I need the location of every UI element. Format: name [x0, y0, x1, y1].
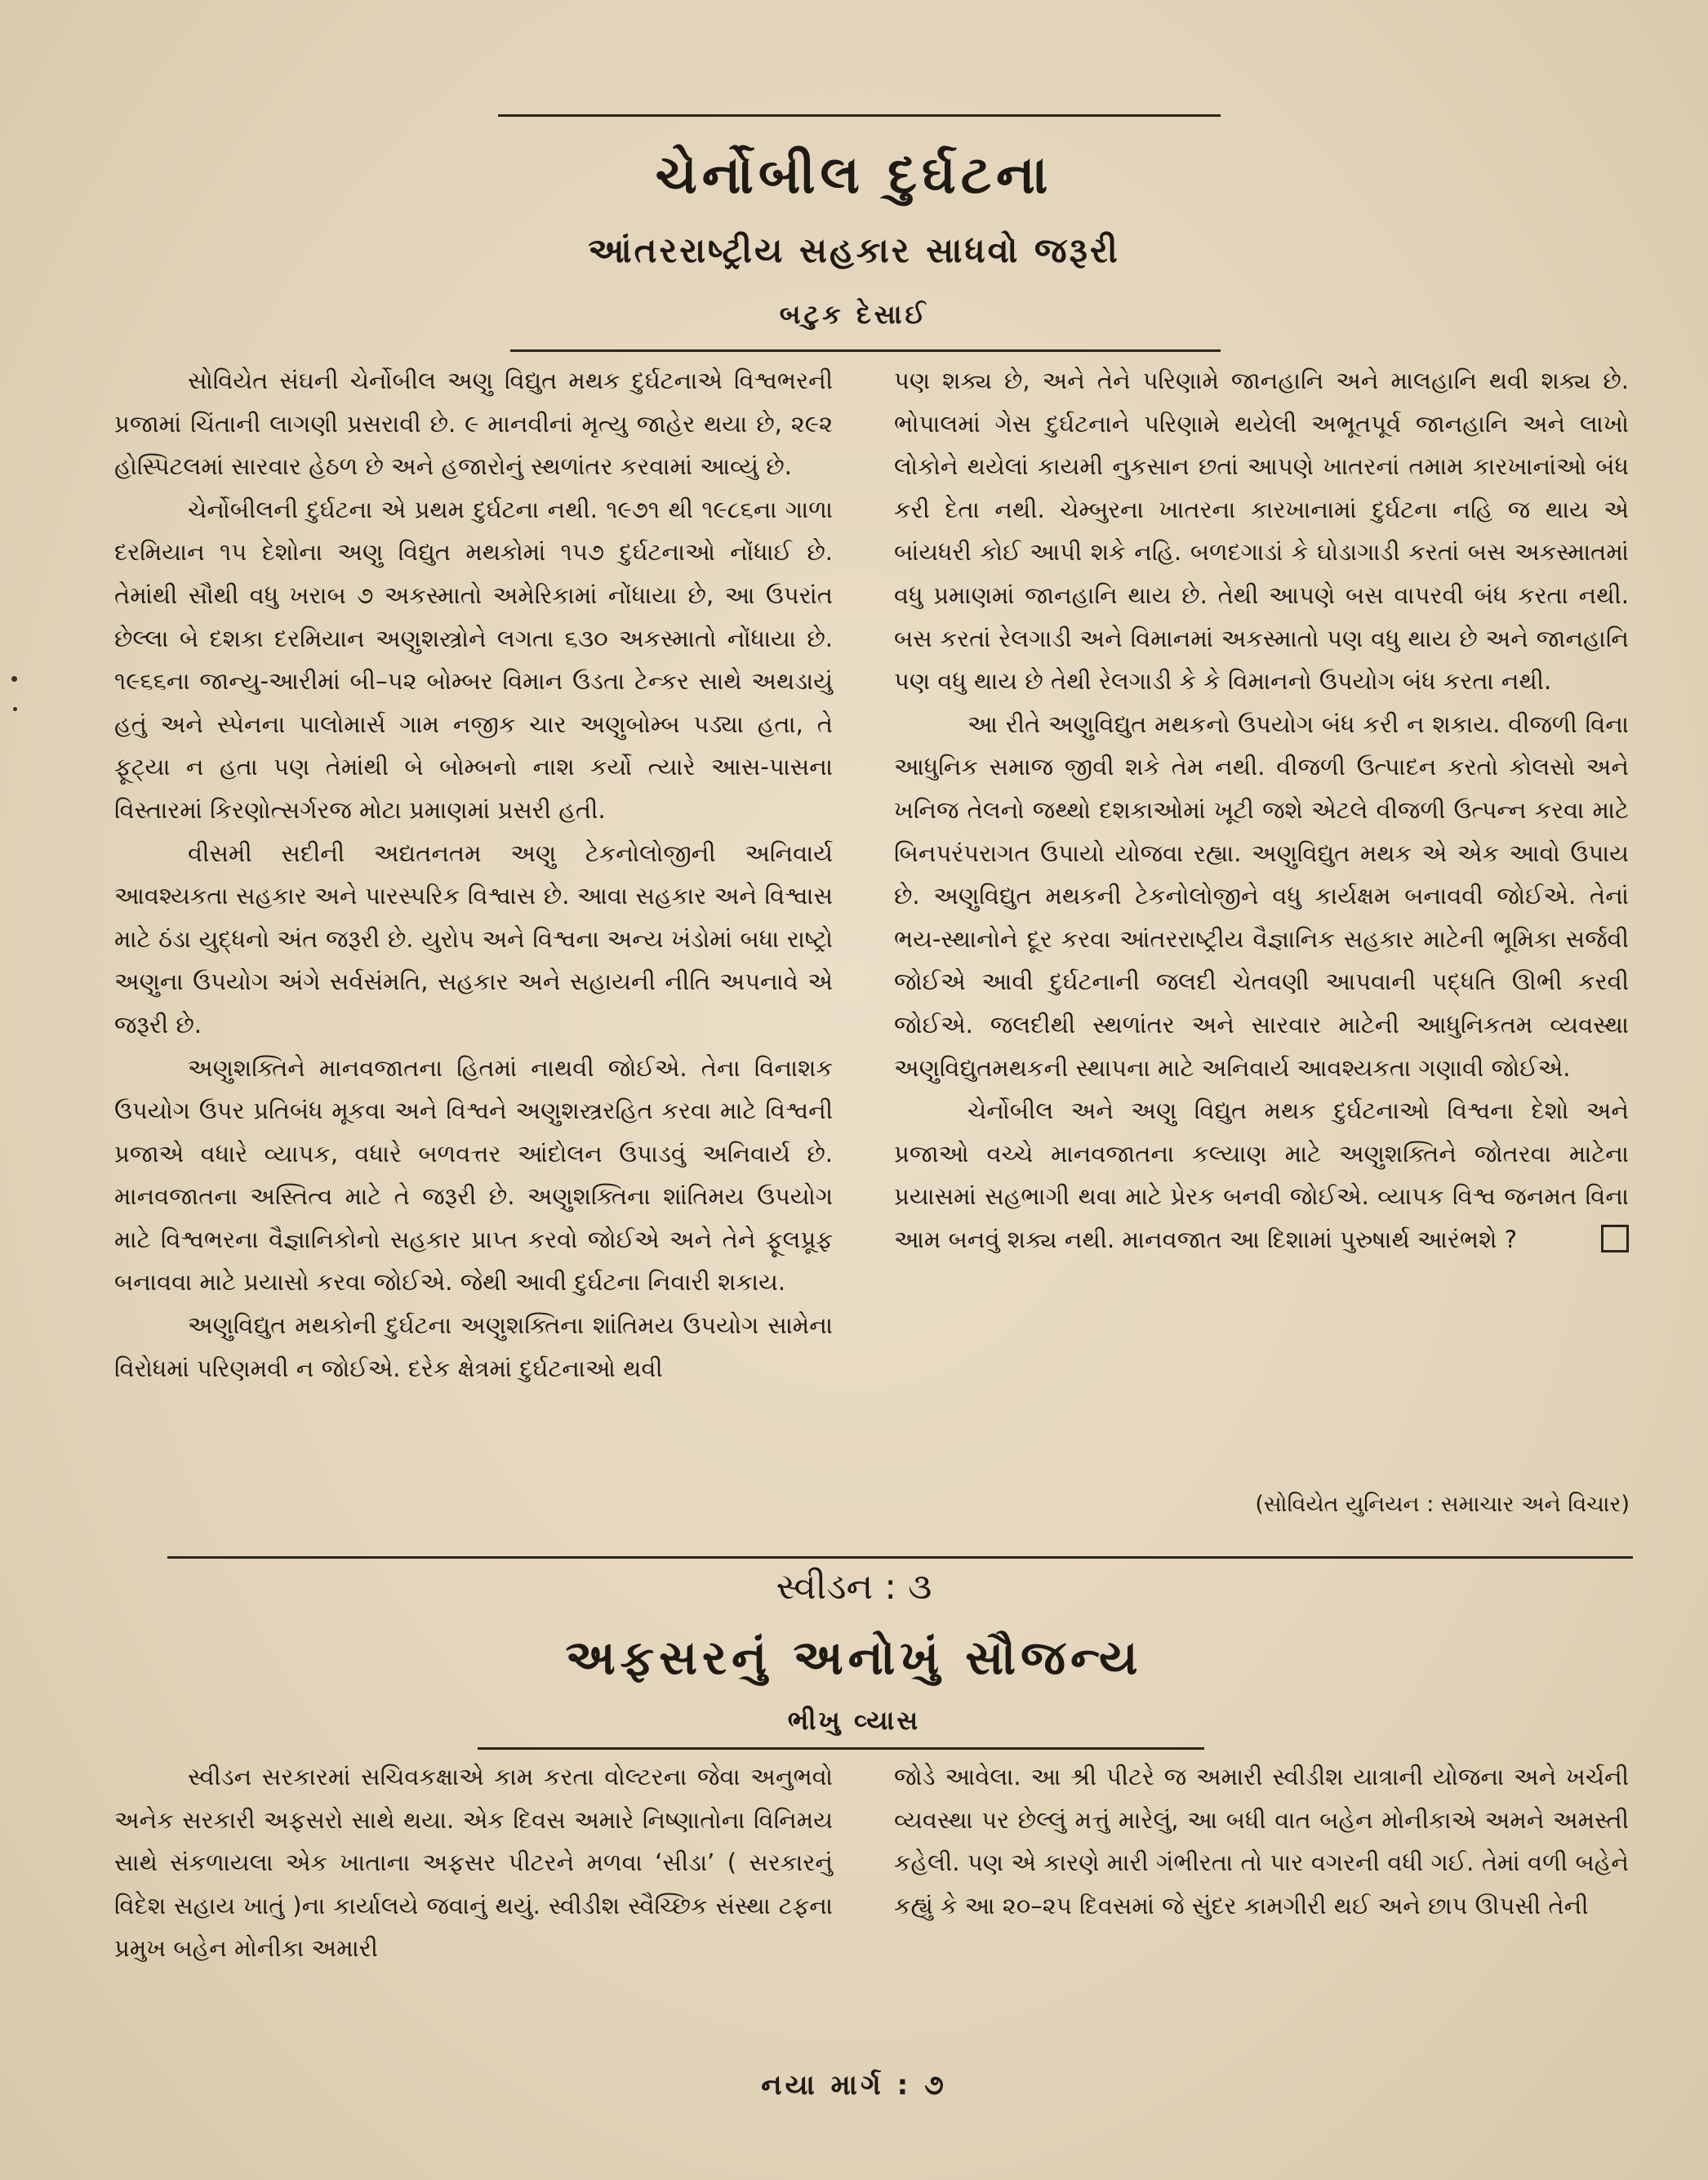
article1-left-column	[114, 359, 833, 1535]
paragraph: સોવિયેત સંઘની ચેર્નોબીલ અણુ વિદ્યુત મથક દુર્ઘટનાએ વિશ્વભરની પ્રજામાં ચિંતાની લાગણી પ્રસરાવી છે. ૯ માનવીનાં મૃત્યુ જાહેર થયા છે, ૨૯૨ હોસ્પિટલમાં સારવાર હેઠળ છે અને હજારોનું સ્થળાંતર કરવામાં આવ્યું છે.	[114, 367, 833, 481]
paragraph	[894, 1089, 1629, 1261]
print-speck	[13, 707, 17, 711]
byline-rule	[510, 349, 1221, 352]
end-mark-icon	[1601, 1225, 1629, 1252]
paragraph: સ્વીડન સરકારમાં સચિવકક્ષાએ કામ કરતા વોલ્ટરના જેવા અનુભવો અનેક સરકારી અફસરો સાથે થયા. એક દિવસ અમારે નિષ્ણાતોના વિનિમય સાથે સંકળાયલા એક ખાતાના અફસર પીટરને મળવા ‘સીડા’ ( સરકારનું વિદેશ સહાય ખાતું )ના કાર્યાલયે જવાનું થયું. સ્વીડીશ સ્વૈચ્છિક સંસ્થા ટફના પ્રમુખ બહેન મોનીકા અમારી	[114, 1763, 833, 1963]
article-subtitle: આંતરરાષ્ટ્રીય સહકાર સાધવો જરૂરી	[588, 230, 1120, 270]
paragraph: અણુશક્તિને માનવજાતના હિતમાં નાથવી જોઈએ. તેના વિનાશક ઉપયોગ ઉપર પ્રતિબંધ મૂકવા અને વિશ્વને અણુશસ્ત્રરહિત કરવા માટે વિશ્વની પ્રજાએ વધારે વ્યાપક, વધારે બળવત્તર આંદોલન ઉપાડવું અનિવાર્ય છે. માનવજાતના અસ્તિત્વ માટે તે જરૂરી છે. અણુશક્તિના શાંતિમય ઉપયોગ માટે વિશ્વભરના વૈજ્ઞાનિકોનો સહકાર પ્રાપ્ત કરવો જોઈએ અને તેને ફૂલપ્રૂફ બનાવવા માટે પ્રયાસો કરવા જોઈએ. જેથી આવી દુર્ઘટના નિવારી શકાય.	[114, 1053, 833, 1297]
article2-left-column	[114, 1755, 833, 1992]
article-title: ચેર્નોબીલ દુર્ઘટના	[655, 145, 1053, 206]
article-author: ભીખુ વ્યાસ	[787, 1705, 921, 1736]
series-heading: સ્વીડન : ૩	[776, 1566, 932, 1608]
article-author: બટુક દેસાઈ	[779, 299, 929, 330]
paragraph: આ રીતે અણુવિદ્યુત મથકનો ઉપયોગ બંધ કરી ન શકાય. વીજળી વિના આધુનિક સમાજ જીવી શકે તેમ નથી. વીજળી ઉત્પાદન કરતો કોલસો અને ખનિજ તેલનો જથ્થો દશકાઓમાં ખૂટી જશે એટલે વીજળી ઉત્પન્ન કરવા માટે બિનપરંપરાગત ઉપાયો યોજવા રહ્યા. અણુવિદ્યુત મથક એ એક આવો ઉપાય છે. અણુવિદ્યુત મથકની ટેકનોલોજીને વધુ કાર્યક્ષમ બનાવવી જોઈએ. તેનાં ભય-સ્થાનોને દૂર કરવા આંતરરાષ્ટ્રીય વૈજ્ઞાનિક સહકાર માટેની ભૂમિકા સર્જવી જોઈએ આવી દુર્ઘટનાની જલદી ચેતવણી આપવાની પદ્ધતિ ઊભી કરવી જોઈએ. જલદીથી સ્થળાંતર અને સારવાર માટેની આધુનિકતમ વ્યવસ્થા અણુવિદ્યુતમથકની સ્થાપના માટે અનિવાર્ય આવશ્યકતા ગણાવી જોઈએ.	[894, 710, 1629, 1082]
byline-rule	[478, 1747, 1204, 1750]
page-footer: નયા માર્ગ : ૭	[761, 2069, 947, 2102]
paragraph: ચેર્નોબીલની દુર્ઘટના એ પ્રથમ દુર્ઘટના નથી. ૧૯૭૧ થી ૧૯૮૬ના ગાળા દરમિયાન ૧૫ દેશોના અણુ વિદ્યુત મથકોમાં ૧૫૭ દુર્ઘટનાઓ નોંધાઈ છે. તેમાંથી સૌથી વધુ ખરાબ ૭ અકસ્માતો અમેરિકામાં નોંધાયા છે, આ ઉપરાંત છેલ્લા બે દશકા દરમિયાન અણુશસ્ત્રોને લગતા ૬૩૦ અકસ્માતો નોંધાયા છે. ૧૯૬૬ના જાન્યુ-આરીમાં બી–૫૨ બોમ્બર વિમાન ઉડતા ટેન્કર સાથે અથડાયું હતું અને સ્પેનના પાલોમાર્સ ગામ નજીક ચાર અણુબોમ્બ પડ્યા હતા, તે ફૂટ્યા ન હતા પણ તેમાંથી બે બોમ્બનો નાશ કર્યો ત્યારે આસ-પાસના વિસ્તારમાં કિરણોત્સર્ગરજ મોટા પ્રમાણમાં પ્રસરી હતી.	[114, 495, 833, 824]
paragraph-text: ચેર્નોબીલ અને અણુ વિદ્યુત મથક દુર્ઘટનાઓ વિશ્વના દેશો અને પ્રજાઓ વચ્ચે માનવજાતના કલ્યાણ માટે અણુશક્તિને જોતરવા માટેના પ્રયાસમાં સહભાગી થવા માટે પ્રેરક બનવી જોઈએ. વ્યાપક વિશ્વ જનમત વિના આમ બનવું શક્ય નથી. માનવજાત આ દિશામાં પુરુષાર્થ આરંભશે ?	[894, 1097, 1629, 1253]
article2-right-column	[894, 1755, 1629, 1992]
print-speck	[11, 676, 17, 682]
paragraph: પણ શક્ય છે, અને તેને પરિણામે જાનહાનિ અને માલહાનિ થવી શક્ય છે. ભોપાલમાં ગેસ દુર્ઘટનાને પરિણામે થયેલી અભૂતપૂર્વ જાનહાનિ અને લાખો લોકોને થયેલાં કાયમી નુકસાન છતાં આપણે ખાતરનાં તમામ કારખાનાંઓ બંધ કરી દેતા નથી. ચેમ્બુરના ખાતરના કારખાનામાં દુર્ઘટના નહિ જ થાય એ બાંયધરી કોઈ આપી શકે નહિ. બળદગાડાં કે ઘોડાગાડી કરતાં બસ અકસ્માતમાં વધુ પ્રમાણમાં જાનહાનિ થાય છે. તેથી આપણે બસ વાપરવી બંધ કરતા નથી. બસ કરતાં રેલગાડી અને વિમાનમાં અકસ્માતો પણ વધુ થાય છે અને જાનહાનિ પણ વધુ થાય છે તેથી રેલગાડી કે કે વિમાનનો ઉપયોગ બંધ કરતા નથી.	[894, 367, 1629, 696]
section-divider	[167, 1556, 1633, 1559]
paragraph: અણુવિદ્યુત મથકોની દુર્ઘટના અણુશક્તિના શાંતિમય ઉપયોગ સામેના વિરોધમાં પરિણમવી ન જોઈએ. દરેક ક્ષેત્રમાં દુર્ઘટનાઓ થવી	[114, 1311, 833, 1382]
article-source: (સોવિયેત યુનિયન : સમાચાર અને વિચાર)	[1255, 1492, 1630, 1517]
article-title: અફસરનું અનોખું સૌજન્ય	[565, 1630, 1143, 1685]
paragraph: વીસમી સદીની અદ્યતનતમ અણુ ટેકનોલોજીની અનિવાર્ય આવશ્યકતા સહકાર અને પારસ્પરિક વિશ્વાસ છે. આવા સહકાર અને વિશ્વાસ માટે ઠંડા યુદ્ધનો અંત જરૂરી છે. યુરોપ અને વિશ્વના અન્ય ખંડોમાં બધા રાષ્ટ્રો અણુના ઉપયોગ અંગે સર્વસંમતિ, સહકાર અને સહાયની નીતિ અપનાવે એ જરૂરી છે.	[114, 839, 833, 1039]
article1-right-column	[894, 359, 1629, 1535]
top-rule	[498, 114, 1221, 117]
paragraph: જોડે આવેલા. આ શ્રી પીટરે જ અમારી સ્વીડીશ યાત્રાની યોજના અને ખર્ચની વ્યવસ્થા પર છેલ્લું મત્તું મારેલું, આ બધી વાત બહેન મોનીકાએ અમને અમસ્તી કહેલી. પણ એ કારણે મારી ગંભીરતા તો પાર વગરની વધી ગઈ. તેમાં વળી બહેને કહ્યું કે આ ૨૦–૨૫ દિવસમાં જે સુંદર કામગીરી થઈ અને છાપ ઊપસી તેની	[894, 1763, 1629, 1920]
